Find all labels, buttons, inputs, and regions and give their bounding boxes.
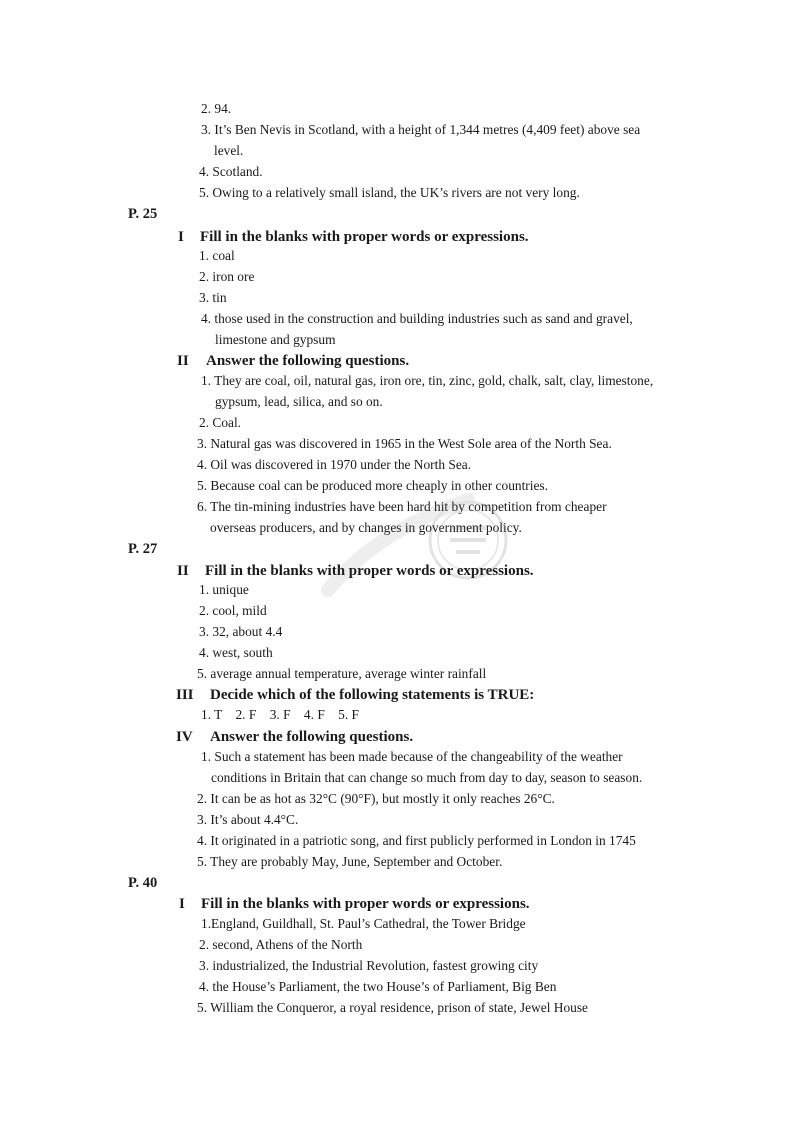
answer-line: 1. coal: [199, 248, 235, 263]
section-title: Answer the following questions.: [210, 729, 414, 745]
answer-line: 3. industrialized, the Industrial Revolution, fastest growing city: [199, 958, 539, 973]
true-false-answers: 1. T 2. F 3. F 4. F 5. F: [201, 707, 359, 722]
section-title: Fill in the blanks with proper words or expressions.: [205, 563, 534, 579]
answer-line: 5. William the Conqueror, a royal residence, prison of state, Jewel House: [197, 1000, 588, 1015]
answer-line: 4. west, south: [199, 645, 273, 660]
answer-line: 3. tin: [199, 290, 227, 305]
page-label-p40: P. 40: [128, 875, 158, 891]
answer-line: 4. Oil was discovered in 1970 under the North Sea.: [197, 457, 472, 472]
section-heading: [176, 686, 534, 704]
answer-line: 1. Such a statement has been made because of the changeability of the weather: [201, 749, 623, 764]
page-label-p25: P. 25: [128, 206, 158, 222]
section-title: Answer the following questions.: [206, 353, 410, 369]
answer-line: 5. Because coal can be produced more cheaply in other countries.: [197, 478, 548, 493]
answer-line: 2. 94.: [201, 101, 232, 116]
answer-line: gypsum, lead, silica, and so on.: [215, 394, 383, 409]
section-heading: [177, 562, 534, 580]
answer-line: 4. those used in the construction and building industries such as sand and gravel,: [201, 311, 633, 326]
answer-line: 2. It can be as hot as 32°C (90°F), but mostly it only reaches 26°C.: [197, 791, 555, 806]
section-number: III: [176, 687, 194, 703]
answer-line: 2. iron ore: [199, 269, 255, 284]
answer-line: 3. It’s Ben Nevis in Scotland, with a height of 1,344 metres (4,409 feet) above sea: [201, 122, 641, 137]
answer-line: 3. Natural gas was discovered in 1965 in the West Sole area of the North Sea.: [197, 436, 612, 451]
answer-line: 6. The tin-mining industries have been hard hit by competition from cheaper: [197, 499, 607, 514]
answer-line: overseas producers, and by changes in government policy.: [210, 520, 522, 535]
answer-line: 5. They are probably May, June, September and October.: [197, 854, 503, 869]
answer-line: 4. Scotland.: [199, 164, 263, 179]
section-title: Decide which of the following statements is TRUE:: [210, 687, 535, 703]
answer-line: 1. They are coal, oil, natural gas, iron ore, tin, zinc, gold, chalk, salt, clay, limestone,: [201, 373, 654, 388]
answer-line: 4. It originated in a patriotic song, and first publicly performed in London in 1745: [197, 833, 636, 848]
section-number: I: [178, 229, 184, 245]
page-label-p27: P. 27: [128, 541, 158, 557]
answer-line: 3. It’s about 4.4°C.: [197, 812, 299, 827]
section-number: I: [179, 896, 185, 912]
section-number: IV: [176, 729, 193, 745]
answer-line: 4. the House’s Parliament, the two House’s of Parliament, Big Ben: [199, 979, 557, 994]
section-number: II: [177, 563, 189, 579]
answer-line: 1.England, Guildhall, St. Paul’s Cathedral, the Tower Bridge: [201, 916, 526, 931]
answer-line: level.: [214, 143, 244, 158]
answer-line: 1. unique: [199, 582, 249, 597]
section-title: Fill in the blanks with proper words or expressions.: [201, 896, 530, 912]
section-heading: [178, 228, 529, 246]
section-heading: [179, 895, 530, 913]
answer-line: 2. cool, mild: [199, 603, 267, 618]
section-heading: [176, 728, 413, 746]
answer-line: 5. average annual temperature, average winter rainfall: [197, 666, 487, 681]
section-heading: [177, 352, 409, 370]
answer-line: 2. Coal.: [199, 415, 242, 430]
answer-line: conditions in Britain that can change so much from day to day, season to season.: [211, 770, 643, 785]
section-title: Fill in the blanks with proper words or expressions.: [200, 229, 529, 245]
answer-line: 3. 32, about 4.4: [199, 624, 283, 639]
section-number: II: [177, 353, 189, 369]
answer-line: limestone and gypsum: [215, 332, 336, 347]
answer-line: 5. Owing to a relatively small island, the UK’s rivers are not very long.: [199, 185, 580, 200]
answer-line: 2. second, Athens of the North: [199, 937, 363, 952]
